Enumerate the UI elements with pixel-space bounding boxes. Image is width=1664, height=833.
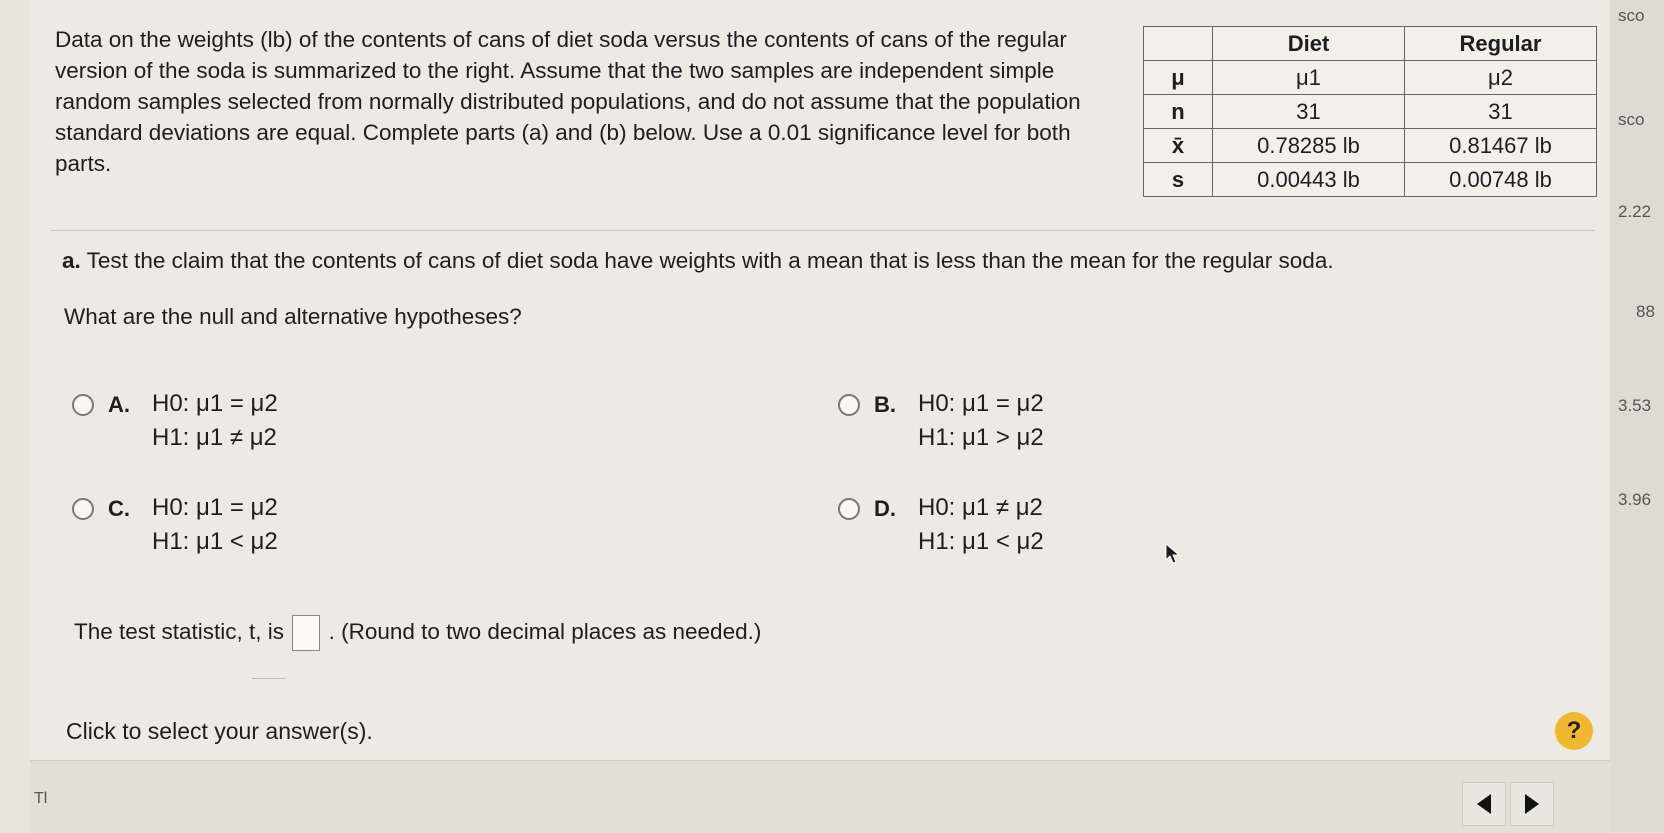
mouse-cursor-icon <box>1165 543 1183 565</box>
part-a-label: a. <box>62 248 81 273</box>
table-row <box>1144 61 1597 95</box>
table-cell: 31 <box>1213 95 1405 129</box>
table-cell: μ1 <box>1213 61 1405 95</box>
side-fragment: 2.22 <box>1618 202 1652 221</box>
table-header-cell: Diet <box>1213 27 1405 61</box>
test-statistic-line <box>74 615 761 651</box>
table-cell: 0.00443 lb <box>1213 163 1405 197</box>
alternative-hypothesis: H1: μ1 > μ2 <box>918 424 1044 451</box>
table-cell: 31 <box>1405 95 1597 129</box>
bottom-left-fragment: Tl <box>34 790 48 807</box>
table-header-row <box>1144 27 1597 61</box>
table-row <box>1144 95 1597 129</box>
radio-button[interactable] <box>72 498 94 520</box>
radio-button[interactable] <box>72 394 94 416</box>
test-stat-label: The test statistic, t, is <box>74 618 285 644</box>
table-row <box>1144 163 1597 197</box>
side-fragment: 3.53 <box>1618 396 1652 415</box>
previous-button[interactable] <box>1462 782 1506 826</box>
table-cell: 0.78285 lb <box>1213 129 1405 163</box>
test-statistic-input[interactable] <box>292 615 320 651</box>
summary-table <box>1143 26 1597 197</box>
section-divider <box>50 230 1595 231</box>
faint-divider <box>252 678 286 679</box>
table-header-cell <box>1144 27 1213 61</box>
null-hypothesis: H0: μ1 = μ2 <box>152 390 278 417</box>
table-cell: s <box>1144 163 1213 197</box>
triangle-right-icon <box>1521 792 1543 816</box>
table-cell: x̄ <box>1144 129 1213 163</box>
table-cell: 0.00748 lb <box>1405 163 1597 197</box>
radio-button[interactable] <box>838 394 860 416</box>
null-hypothesis: H0: μ1 ≠ μ2 <box>918 494 1043 521</box>
table-cell: μ2 <box>1405 61 1597 95</box>
table-cell: n <box>1144 95 1213 129</box>
side-fragment: 88 <box>1636 302 1655 321</box>
alternative-hypothesis: H1: μ1 ≠ μ2 <box>152 424 277 451</box>
table-row <box>1144 129 1597 163</box>
radio-button[interactable] <box>838 498 860 520</box>
alternative-hypothesis: H1: μ1 < μ2 <box>152 528 278 555</box>
alternative-hypothesis: H1: μ1 < μ2 <box>918 528 1044 555</box>
side-fragment: sco <box>1618 6 1645 25</box>
click-to-select-text: Click to select your answer(s). <box>66 718 373 744</box>
option-letter: D. <box>874 496 896 521</box>
side-fragment: sco <box>1618 110 1645 129</box>
table-cell: 0.81467 lb <box>1405 129 1597 163</box>
part-a-prompt <box>62 248 1334 274</box>
triangle-left-icon <box>1473 792 1495 816</box>
option-letter: C. <box>108 496 130 521</box>
next-button[interactable] <box>1510 782 1554 826</box>
test-stat-instruction: . (Round to two decimal places as needed.) <box>328 618 762 644</box>
null-hypothesis: H0: μ1 = μ2 <box>918 390 1044 417</box>
hypotheses-question: What are the null and alternative hypotheses? <box>64 304 522 329</box>
bottom-toolbar <box>30 760 1610 833</box>
problem-statement: Data on the weights (lb) of the contents of cans of diet soda versus the contents of cans of the regular version of the soda is summarized to the right. Assume that the two samples are independent simple random samples selected from normally distributed populations, and do not assume that the population standard deviations are equal. Complete parts (a) and (b) below. Use a 0.01 significance level for both parts. <box>55 27 1081 176</box>
help-button[interactable]: ? <box>1555 712 1593 750</box>
part-a-text: Test the claim that the contents of cans of diet soda have weights with a mean that is less than the mean for the regular soda. <box>86 248 1334 273</box>
side-fragment: 3.96 <box>1618 490 1652 509</box>
table-header-cell: Regular <box>1405 27 1597 61</box>
option-letter: B. <box>874 392 896 417</box>
option-letter: A. <box>108 392 130 417</box>
null-hypothesis: H0: μ1 = μ2 <box>152 494 278 521</box>
table-cell: μ <box>1144 61 1213 95</box>
